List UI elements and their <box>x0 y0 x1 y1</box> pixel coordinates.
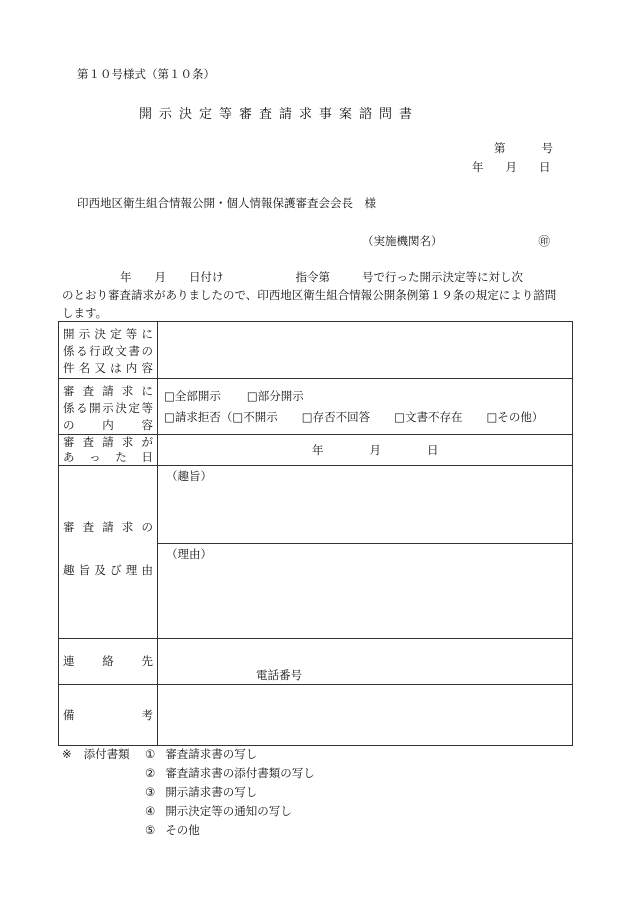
label-line: 趣旨及び理由 <box>63 563 153 577</box>
row-decision-content <box>59 379 573 435</box>
doc-number <box>494 140 553 156</box>
issue-date-year: 年 <box>472 160 484 174</box>
request-date-year: 年 <box>312 443 324 457</box>
attachment-num: ⑤ <box>145 823 156 837</box>
field-contact[interactable] <box>158 639 573 685</box>
label-line: 件名又は内容 <box>63 361 153 375</box>
sender <box>362 233 550 249</box>
checkbox-refusal-nondisclosure[interactable]: □請求拒否（□不開示 <box>164 410 278 424</box>
row-contact <box>59 639 573 685</box>
checkbox-no-document[interactable]: □文書不存在 <box>394 410 463 424</box>
intro-line2: のとおり審査請求がありましたので、印西地区衛生組合情報公開条例第１９条の規定により諮問 <box>62 288 557 302</box>
attachment-text: その他 <box>165 823 200 837</box>
field-decision-content <box>158 379 573 435</box>
seal-mark: ㊞ <box>538 234 550 248</box>
phone-label: 電話番号 <box>256 668 302 682</box>
checkbox-neither-confirm[interactable]: □存否不回答 <box>301 410 371 424</box>
checkbox-full-disclosure[interactable]: □全部開示 <box>164 389 221 403</box>
request-form-table <box>58 321 573 746</box>
field-purpose-reason <box>158 466 573 639</box>
sender-label: （実施機関名） <box>362 234 443 248</box>
issue-date-month: 月 <box>505 160 517 174</box>
row-remarks <box>59 685 573 746</box>
field-remarks[interactable] <box>158 685 573 746</box>
label-line: 審査請求が <box>63 435 153 449</box>
attachments-label: 添付書類 <box>83 747 130 761</box>
attachment-item <box>145 821 315 840</box>
row-purpose-reason <box>59 466 573 639</box>
label-line: 係る行政文書の <box>63 344 153 358</box>
intro-line3: します。 <box>62 306 108 320</box>
attachment-num: ① <box>145 747 156 761</box>
attachment-num: ③ <box>145 785 156 799</box>
label-request-date <box>59 435 158 466</box>
attachment-text: 審査請求書の写し <box>165 747 258 761</box>
reason-label: （理由） <box>166 547 212 561</box>
field-request-date[interactable] <box>158 435 573 466</box>
addressee: 印西地区衛生組合情報公開・個人情報保護審査会会長 様 <box>77 196 376 210</box>
field-document-title[interactable] <box>158 322 573 379</box>
purpose-label: （趣旨） <box>166 469 212 483</box>
attachment-text: 審査請求書の添付書類の写し <box>165 766 315 780</box>
doc-number-suffix: 号 <box>541 141 553 155</box>
attachment-item <box>145 745 315 764</box>
attachments-mark: ※ <box>62 747 72 761</box>
form-number: 第１０号様式（第１０条） <box>77 67 215 81</box>
label-line: あった日 <box>63 450 153 464</box>
label-decision-content <box>59 379 158 435</box>
attachment-text: 開示決定等の通知の写し <box>165 804 292 818</box>
issue-date-day: 日 <box>539 160 551 174</box>
label-line: 備考 <box>63 707 153 722</box>
attachment-text: 開示請求書の写し <box>165 785 258 799</box>
checkbox-other[interactable]: □その他） <box>486 410 544 424</box>
attachment-item <box>145 802 315 821</box>
doc-number-prefix: 第 <box>494 141 506 155</box>
label-line: 審査請求に <box>63 384 153 398</box>
issue-date <box>472 159 551 175</box>
row-document-title <box>59 322 573 379</box>
label-line: 連絡先 <box>63 654 153 668</box>
attachment-item <box>145 764 315 783</box>
page-title: 開示決定等審査請求事案諮問書 <box>139 107 420 122</box>
intro-rest: 号で行った開示決定等に対し次 <box>362 270 523 284</box>
row-request-date <box>59 435 573 466</box>
attachments <box>62 745 130 764</box>
intro-date: 年 月 日付け <box>120 270 224 284</box>
attachment-num: ② <box>145 766 156 780</box>
checkbox-partial-disclosure[interactable]: □部分開示 <box>246 389 304 403</box>
label-purpose-reason <box>59 466 158 639</box>
attachment-num: ④ <box>145 804 156 818</box>
intro-order: 指令第 <box>295 270 330 284</box>
label-line: 係る開示決定等 <box>63 401 153 415</box>
purpose-box[interactable] <box>158 466 572 544</box>
label-remarks <box>59 685 158 746</box>
request-date-month: 月 <box>369 443 381 457</box>
request-date-day: 日 <box>427 443 439 457</box>
intro-line1 <box>120 269 523 285</box>
attachment-item <box>145 783 315 802</box>
label-document-title <box>59 322 158 379</box>
label-line: 審査請求の <box>63 520 153 534</box>
label-contact <box>59 639 158 685</box>
attachments-list <box>145 745 315 840</box>
label-line: の 内 容 <box>63 418 153 432</box>
reason-box[interactable] <box>158 544 572 638</box>
label-line: 開示決定等に <box>63 327 153 341</box>
